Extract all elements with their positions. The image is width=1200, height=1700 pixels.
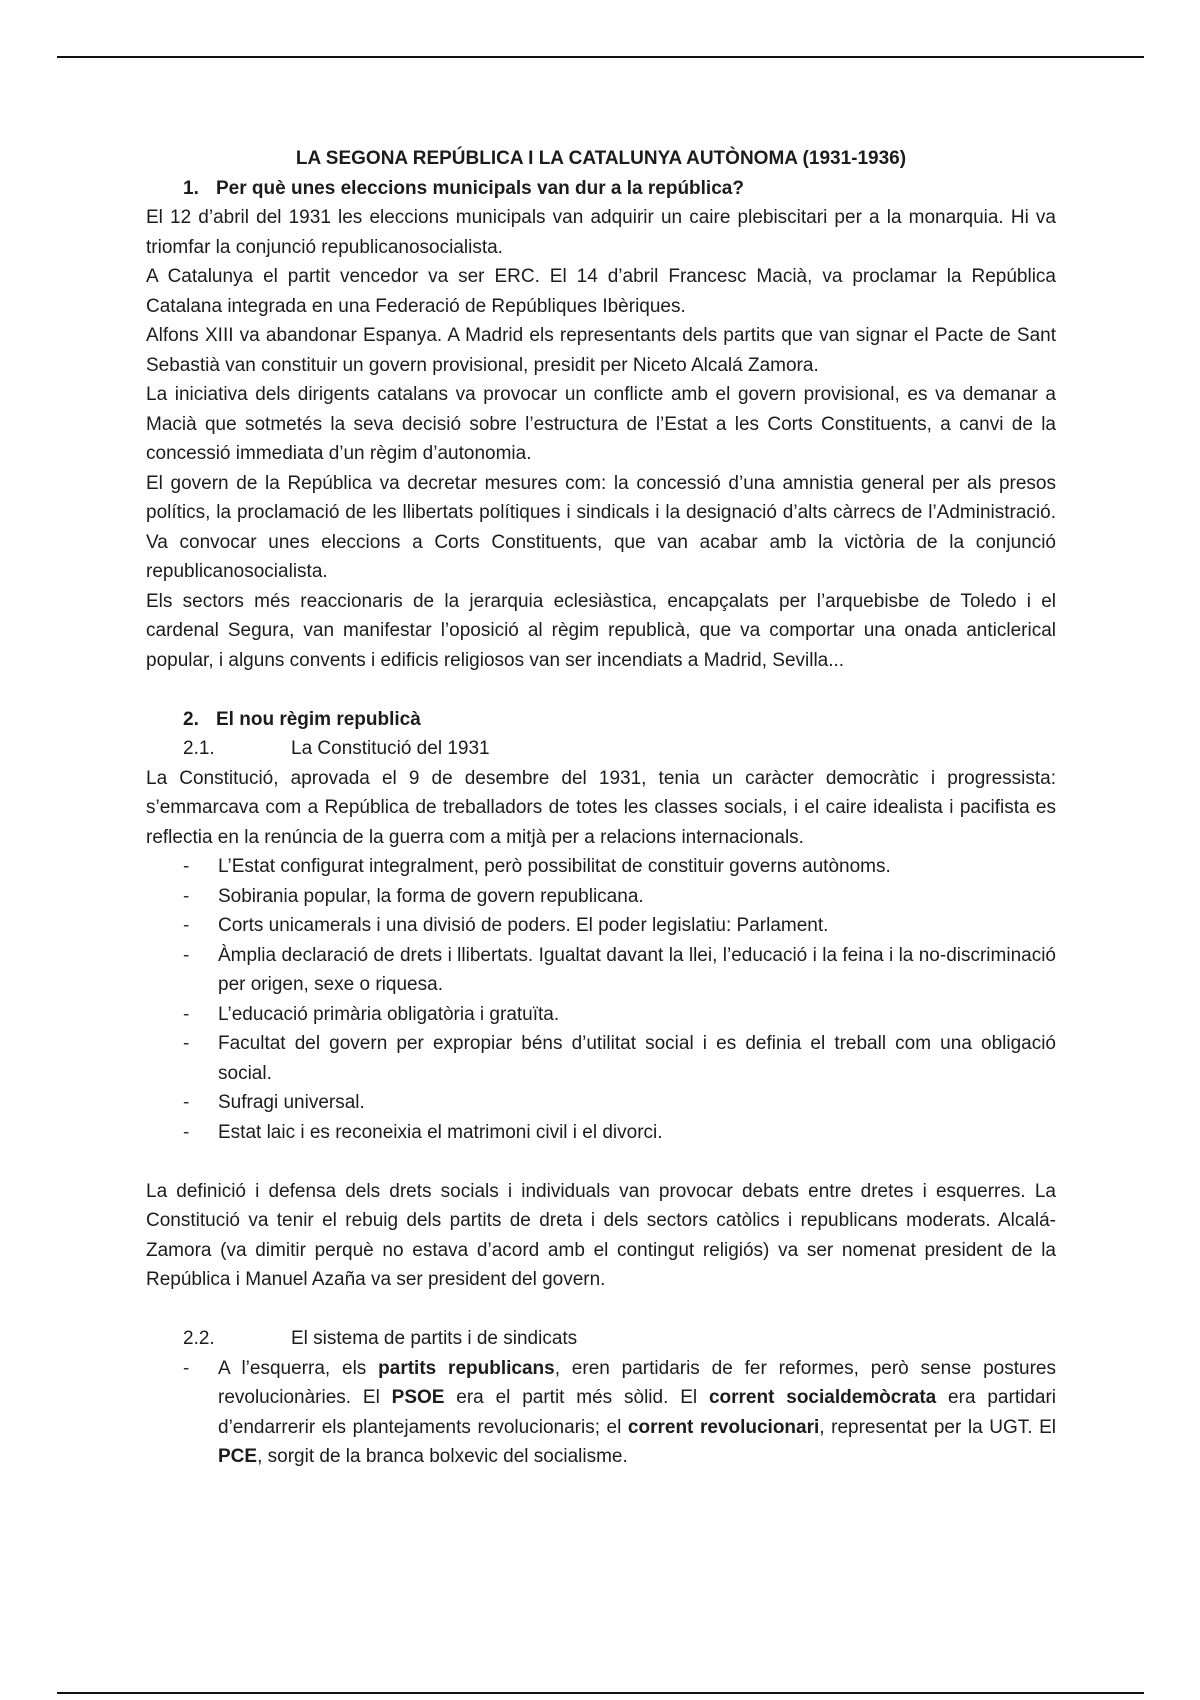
section-1-paragraph-6: Els sectors més reaccionaris de la jerarquia eclesiàstica, encapçalats per l’arquebisbe de Toledo i el cardenal Segura, van manifestar l’oposició al règim republicà, que va comportar una onada anticlerical popular, i alguns convents i edificis religiosos van ser incendiats a Madrid, Sevilla... bbox=[146, 590, 1056, 671]
constitution-intro: La Constitució, aprovada el 9 de desembre del 1931, tenia un caràcter democràtic i progressista: s’emmarcava com a República de treballadors de totes les classes socials, i el caire idealista i pacifista es reflectia en la renúncia de la guerra com a mitjà per a relacions internacionals. bbox=[146, 767, 1056, 848]
list-item: - Estat laic i es reconeixia el matrimoni civil i el divorci. bbox=[218, 1118, 1056, 1148]
section-1-title: Per què unes eleccions municipals van dur a la república? bbox=[216, 177, 744, 199]
section-1-paragraph-1: El 12 d’abril del 1931 les eleccions municipals van adquirir un caire plebiscitari per a la monarquia. Hi va triomfar la conjunció republicanosocialista. bbox=[146, 207, 1056, 258]
subsection-2-2-heading bbox=[146, 1324, 1056, 1354]
subsection-2-2-title: El sistema de partits i de sindicats bbox=[291, 1328, 578, 1349]
constitution-closing: La definició i defensa dels drets socials i individuals van provocar debats entre dretes i esquerres. La Constitució va tenir el rebuig dels partits de dreta i dels sectors catòlics i republicans moderats. Alcalá-Zamora (va dimitir perquè no estava d’acord amb el contingut religiós) va ser nomenat president de la República i Manuel Azaña va ser president del govern. bbox=[146, 1180, 1056, 1290]
text-run: , sorgit de la branca bolxevic del socialisme. bbox=[257, 1446, 628, 1467]
subsection-2-1-heading bbox=[146, 734, 1056, 764]
top-rule bbox=[57, 56, 1144, 58]
section-2-heading bbox=[146, 705, 1056, 735]
subsection-2-2-number: 2.2. bbox=[183, 1328, 215, 1349]
text-run: era el partit més sòlid. El bbox=[444, 1387, 709, 1408]
bold-term: corrent socialdemòcrata bbox=[708, 1387, 937, 1408]
bold-term: PSOE bbox=[391, 1387, 445, 1408]
list-item: - Àmplia declaració de drets i llibertats. Igualtat davant la llei, l’educació i la feina i la no-discriminació per origen, sexe o riquesa. bbox=[218, 941, 1056, 1000]
list-item: - Corts unicamerals i una divisió de poders. El poder legislatiu: Parlament. bbox=[218, 911, 1056, 941]
bold-term: corrent revolucionari bbox=[627, 1416, 820, 1438]
list-item: - Facultat del govern per expropiar béns d’utilitat social i es definia el treball com una obligació social. bbox=[218, 1029, 1056, 1088]
section-2-title: El nou règim republicà bbox=[216, 708, 421, 730]
section-1-paragraph-4: La iniciativa dels dirigents catalans va provocar un conflicte amb el govern provisional, es va demanar a Macià que sotmetés la seva decisió sobre l’estructura de l’Estat a les Corts Constituents, a canvi de la concessió immediata d’un règim d’autonomia. bbox=[146, 384, 1056, 464]
list-item: - Sobirania popular, la forma de govern republicana. bbox=[218, 882, 1056, 912]
section-1-paragraph-2: A Catalunya el partit vencedor va ser ERC. El 14 d’abril Francesc Macià, va proclamar la República Catalana integrada en una Federació de Repúbliques Ibèriques. bbox=[146, 266, 1056, 317]
text-run: A l’esquerra, els bbox=[218, 1357, 379, 1379]
spacer bbox=[146, 1295, 1056, 1325]
parties-list bbox=[146, 1354, 1056, 1472]
spacer bbox=[146, 1147, 1056, 1177]
section-2-number: 2. bbox=[183, 708, 199, 730]
section-1-paragraph-3: Alfons XIII va abandonar Espanya. A Madrid els representants dels partits que van signar el Pacte de Sant Sebastià van constituir un govern provisional, presidit per Niceto Alcalá Zamora. bbox=[146, 325, 1056, 376]
document-body bbox=[146, 144, 1056, 1472]
list-item: - L’educació primària obligatòria i gratuïta. bbox=[218, 1000, 1056, 1030]
section-1-number: 1. bbox=[183, 177, 199, 199]
section-1-paragraph-5: El govern de la República va decretar mesures com: la concessió d’una amnistia general per als presos polítics, la proclamació de les llibertats polítiques i sindicals i la designació d’alts càrrecs de l’Administració. Va convocar unes eleccions a Corts Constituents, que van acabar amb la victòria de la conjunció republicanosocialista. bbox=[146, 472, 1056, 582]
section-1-heading bbox=[146, 174, 1056, 204]
bottom-rule bbox=[57, 1692, 1144, 1694]
bold-term: PCE bbox=[218, 1446, 258, 1467]
list-item: - L’Estat configurat integralment, però possibilitat de constituir governs autònoms. bbox=[218, 852, 1056, 882]
document-title: LA SEGONA REPÚBLICA I LA CATALUNYA AUTÒNOMA (1931-1936) bbox=[295, 148, 907, 169]
bold-term: partits republicans bbox=[378, 1357, 555, 1379]
spacer bbox=[146, 675, 1056, 705]
list-item bbox=[218, 1354, 1056, 1472]
text-run: , eren partidaris de fer reformes, però sense postures revolucionàries. El bbox=[218, 1357, 1056, 1408]
text-run: , representat per la UGT. El bbox=[819, 1416, 1056, 1438]
constitution-list bbox=[146, 852, 1056, 1147]
subsection-2-1-title: La Constitució del 1931 bbox=[291, 738, 490, 759]
list-item: - Sufragi universal. bbox=[218, 1088, 1056, 1118]
text-run: era partidari d’endarrerir els plantejaments revolucionaris; el bbox=[218, 1387, 1056, 1438]
subsection-2-1-number: 2.1. bbox=[183, 738, 215, 759]
